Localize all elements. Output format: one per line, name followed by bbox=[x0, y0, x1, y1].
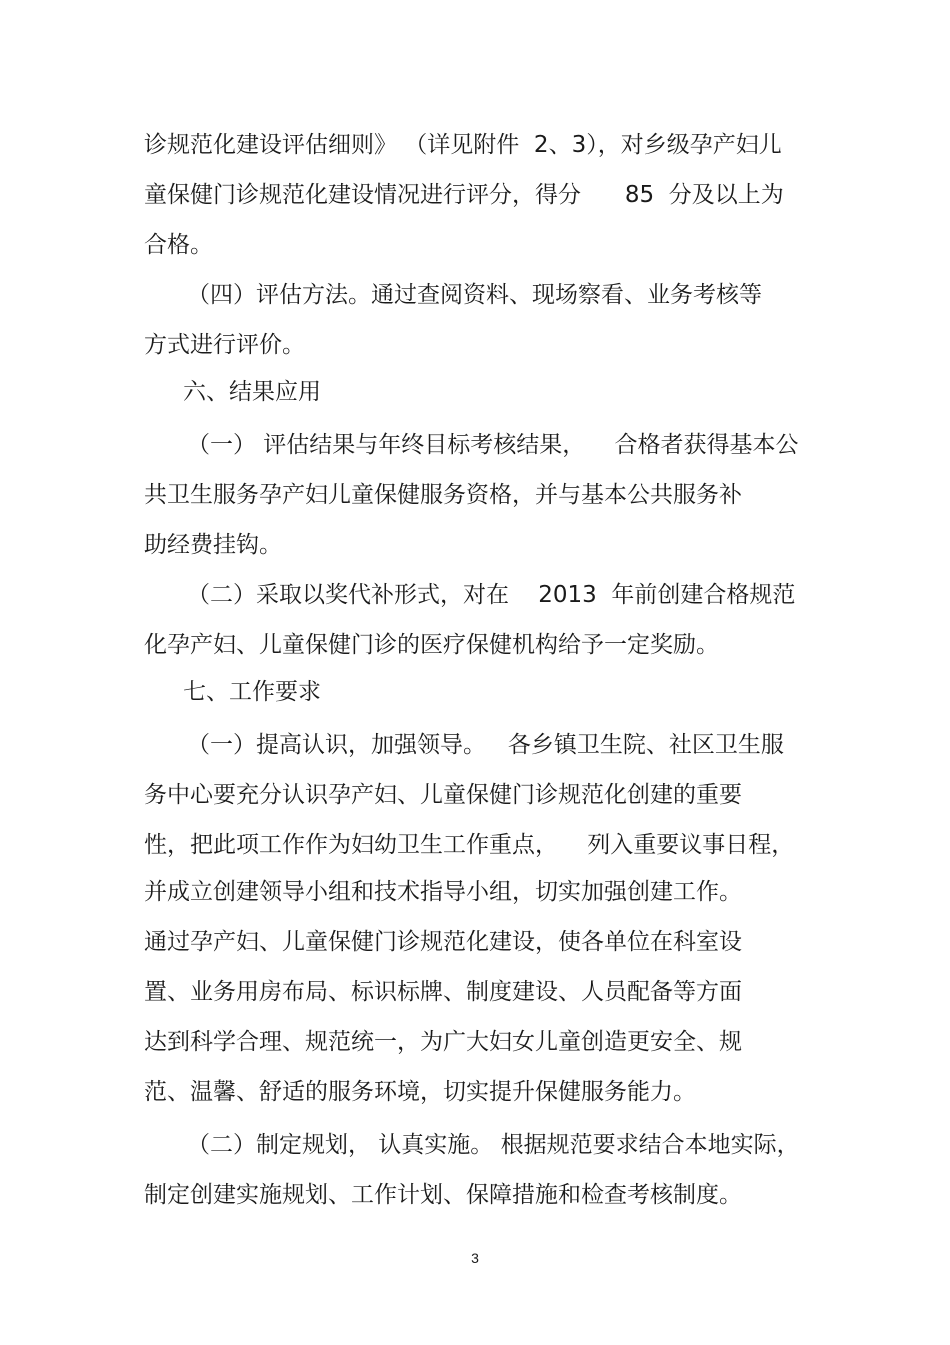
text-line: 方式进行评价。 bbox=[144, 332, 305, 358]
text-line: 童保健门诊规范化建设情况进行评分，得分 85 分及以上为 bbox=[144, 182, 784, 208]
text-line: （二）制定规划， 认真实施。 根据规范要求结合本地实际， bbox=[187, 1132, 800, 1158]
text-line: 诊规范化建设评估细则》 （详见附件 2、3），对乡级孕产妇儿 bbox=[144, 132, 782, 158]
text-line: 达到科学合理、规范统一，为广大妇女儿童创造更安全、规 bbox=[144, 1029, 742, 1055]
text-line: 置、业务用房布局、标识标牌、制度建设、人员配备等方面 bbox=[144, 979, 742, 1005]
text-line: （一） 评估结果与年终目标考核结果， 合格者获得基本公 bbox=[187, 432, 799, 458]
text-line: 共卫生服务孕产妇儿童保健服务资格，并与基本公共服务补 bbox=[144, 482, 742, 508]
page-number: 3 bbox=[471, 1250, 479, 1266]
text-line: 并成立创建领导小组和技术指导小组，切实加强创建工作。 bbox=[144, 879, 742, 905]
text-line: 助经费挂钩。 bbox=[144, 532, 282, 558]
text-line: （一）提高认识，加强领导。 各乡镇卫生院、社区卫生服 bbox=[187, 732, 784, 758]
section-heading: 七、工作要求 bbox=[183, 679, 321, 705]
text-line: （二）采取以奖代补形式，对在 2013 年前创建合格规范 bbox=[187, 582, 796, 608]
text-line: （四）评估方法。通过查阅资料、现场察看、业务考核等 bbox=[187, 282, 762, 308]
text-line: 合格。 bbox=[144, 232, 213, 258]
text-line: 务中心要充分认识孕产妇、儿童保健门诊规范化创建的重要 bbox=[144, 782, 742, 808]
section-heading: 六、结果应用 bbox=[183, 379, 321, 405]
text-line: 制定创建实施规划、工作计划、保障措施和检查考核制度。 bbox=[144, 1182, 742, 1208]
text-line: 通过孕产妇、儿童保健门诊规范化建设，使各单位在科室设 bbox=[144, 929, 742, 955]
text-line: 性，把此项工作作为妇幼卫生工作重点， 列入重要议事日程， bbox=[144, 832, 795, 858]
text-line: 化孕产妇、儿童保健门诊的医疗保健机构给予一定奖励。 bbox=[144, 632, 719, 658]
text-line: 范、温馨、舒适的服务环境，切实提升保健服务能力。 bbox=[144, 1079, 696, 1105]
